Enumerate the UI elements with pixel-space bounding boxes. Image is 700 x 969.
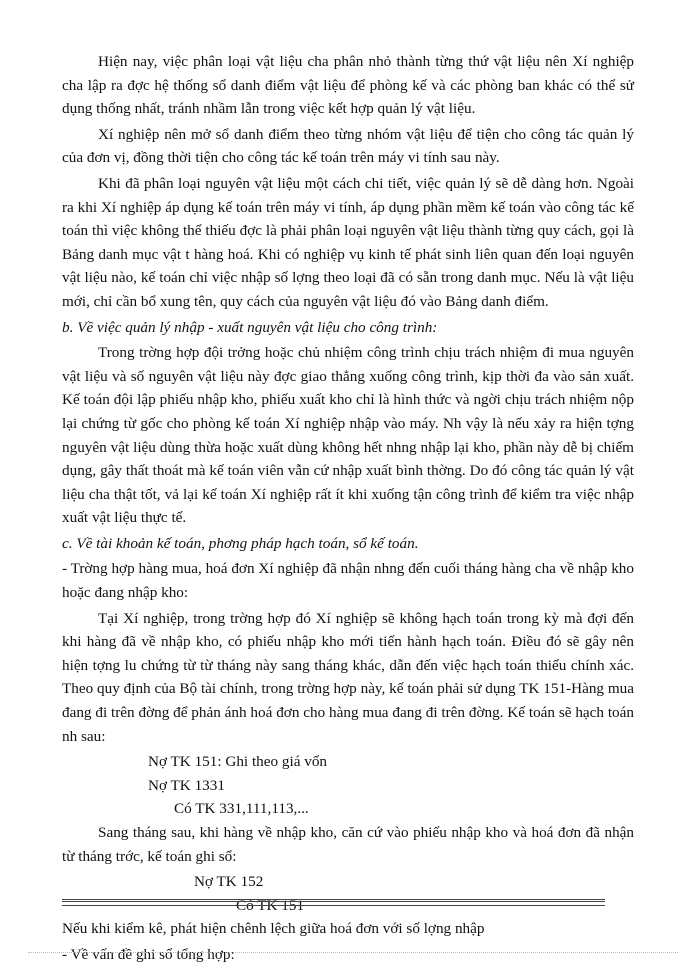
paragraph-general-ledger: - Về vấn đề ghi sổ tổng hợp: xyxy=(62,945,235,963)
paragraph-case-goods-in-transit: - Trờng hợp hàng mua, hoá đơn Xí nghiệp đã nhận nhng đến cuối tháng hàng cha về nhập kho hoặc đang nhập kho: xyxy=(62,560,634,602)
journal-entry-credit-331: Có TK 331,111,113,... xyxy=(174,800,309,818)
paragraph-recommendation: Xí nghiệp nên mở sổ danh điểm theo từng nhóm vật liệu để tiện cho công tác quản lý của đơn vị, đồng thời tiện cho công tác kế toán trên máy vi tính sau này. xyxy=(62,125,634,167)
paragraph-next-month: Sang tháng sau, khi hàng về nhập kho, căn cứ vào phiếu nhập kho và hoá đơn đã nhận từ tháng trớc, kế toán ghi sổ: xyxy=(62,824,634,865)
paragraph-classification: Khi đã phân loại nguyên vật liệu một cách chi tiết, việc quản lý sẽ dễ dàng hơn. Ngoài ra khi Xí nghiệp áp dụng kế toán trên máy vi tính, áp dụng phần mềm kế toán vào công tác kế toán thì việc không thể thiếu đợc là phải phân loại nguyên vật liệu thành từng quy cách, gọi là Bảng danh mục vật t hàng hoá. Khi có nghiệp vụ kinh tế phát sinh liên quan đến loại nguyên vật liệu nào, kế toán chỉ việc nhập số lợng theo loại đã có sẵn trong danh mục. Nếu là vật liệu mới, chỉ cần bổ xung tên, quy cách của nguyên vật liệu đó vào Bảng danh điểm. xyxy=(62,174,634,310)
footer-thin-rule xyxy=(62,905,605,906)
document-body xyxy=(62,50,634,969)
journal-entry-debit-151: Nợ TK 151: Ghi theo giá vốn xyxy=(148,753,328,771)
section-heading-c: c. Về tài khoản kế toán, phơng pháp hạch toán, sổ kế toán. xyxy=(62,534,419,552)
section-heading-b: b. Về việc quản lý nhập - xuất nguyên vật liệu cho công trình: xyxy=(62,318,438,336)
paragraph-intro: Hiện nay, việc phân loại vật liệu cha phân nhỏ thành từng thứ vật liệu nên Xí nghiệp cha lập ra đợc hệ thống sổ danh điểm vật liệu để phòng kế và các phòng ban khác có thể sử dụng thống nhất, tránh nhầm lẫn trong việc kết hợp quản lý vật liệu. xyxy=(62,53,634,118)
journal-entry-debit-152: Nợ TK 152 xyxy=(194,873,264,891)
footer-double-rule xyxy=(62,899,605,902)
journal-entry-credit-151: Có TK 151 xyxy=(236,896,305,914)
page-edge-dotted-line xyxy=(28,952,678,953)
paragraph-inventory-difference: Nếu khi kiểm kê, phát hiện chênh lệch giữa hoá đơn với số lợng nhập xyxy=(62,920,485,938)
paragraph-site-materials: Trong trờng hợp đội trởng hoặc chủ nhiệm công trình chịu trách nhiệm đi mua nguyên vật liệu và số nguyên vật liệu này đợc giao thẳng xuống công trình, kịp thời đa vào sản xuất. Kế toán đội lập phiếu nhập kho, phiếu xuất kho chỉ là hình thức và ngời chịu trách nhiệm nộp lại chứng từ gốc cho phòng kế toán Xí nghiệp nhập vào máy. Nh vậy là nếu xảy ra hiện tợng nguyên vật liệu dùng thừa hoặc xuất dùng không hết nhng nhập lại kho, phần này dễ bị chiếm dụng, gây thất thoát mà kế toán viên vẫn cứ nhập xuất bình thờng. Do đó công tác quản lý vật liệu cha thật tốt, vả lại kế toán Xí nghiệp rất ít khi xuống tận công trình để kiểm tra việc nhập xuất vật liệu thực tế. xyxy=(62,344,634,527)
journal-entry-debit-1331: Nợ TK 1331 xyxy=(148,776,225,794)
paragraph-enterprise-practice: Tại Xí nghiệp, trong trờng hợp đó Xí nghiệp sẽ không hạch toán trong kỳ mà đợi đến khi hàng đã về nhập kho, có phiếu nhập kho mới tiến hành hạch toán. Điều đó sẽ gây nên hiện tợng lu chứng từ từ tháng này sang tháng khác, dẫn đến việc hạch toán thiếu chính xác. Theo quy định của Bộ tài chính, trong trờng hợp này, kế toán phải sử dụng TK 151-Hàng mua đang đi trên đờng để phản ánh hoá đơn cho hàng mua đang đi trên đờng. Kế toán sẽ hạch toán nh sau: xyxy=(62,609,634,745)
